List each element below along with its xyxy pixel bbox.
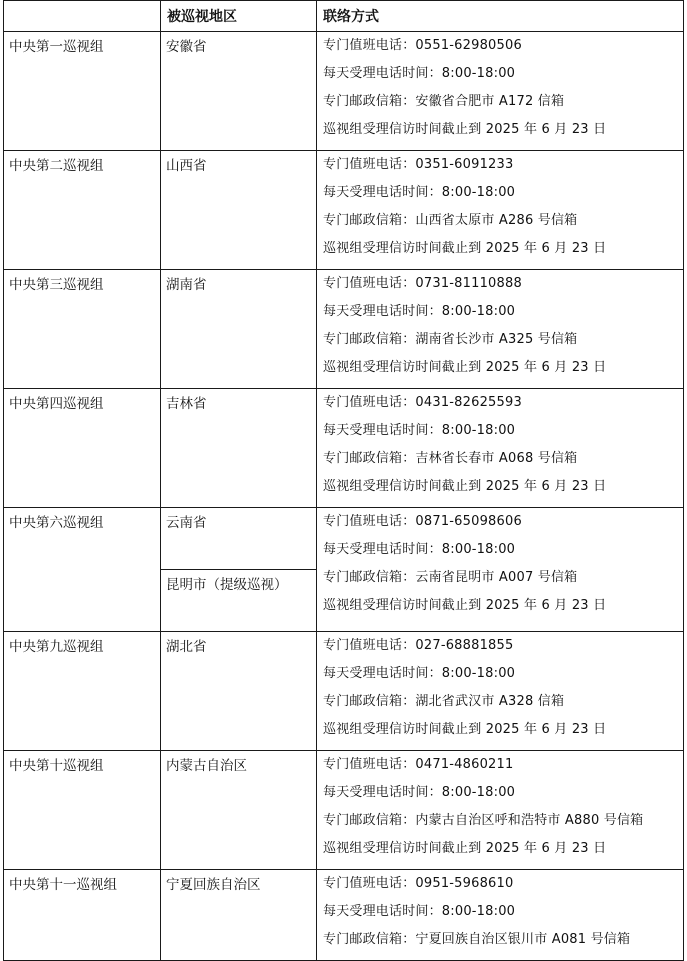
phone-line: 专门值班电话：0431-82625593 [323,395,522,410]
inspection-contact-table [3,0,684,961]
phone-line: 专门值班电话：0951-5968610 [323,876,514,891]
contact-cell [317,32,684,151]
table-row [4,389,684,508]
header-group [4,1,161,32]
table-row [4,751,684,870]
deadline-line: 巡视组受理信访时间截止到 2025 年 6 月 23 日 [323,722,607,737]
region-cell: 吉林省 [161,389,317,508]
deadline-line: 巡视组受理信访时间截止到 2025 年 6 月 23 日 [323,122,607,137]
hours-line: 每天受理电话时间：8:00-18:00 [323,66,516,81]
contact-cell [317,389,684,508]
region-cell: 宁夏回族自治区 [161,870,317,961]
mailbox-line: 专门邮政信箱：湖北省武汉市 A328 信箱 [323,694,565,709]
deadline-line: 巡视组受理信访时间截止到 2025 年 6 月 23 日 [323,479,607,494]
group-cell: 中央第六巡视组 [4,508,161,632]
group-cell: 中央第三巡视组 [4,270,161,389]
contact-cell [317,151,684,270]
contact-cell [317,751,684,870]
group-cell: 中央第二巡视组 [4,151,161,270]
group-cell: 中央第九巡视组 [4,632,161,751]
hours-line: 每天受理电话时间：8:00-18:00 [323,904,516,919]
table-row [4,151,684,270]
deadline-line: 巡视组受理信访时间截止到 2025 年 6 月 23 日 [323,241,607,256]
mailbox-line: 专门邮政信箱：云南省昆明市 A007 号信箱 [323,570,578,585]
contact-cell [317,632,684,751]
group-cell: 中央第十一巡视组 [4,870,161,961]
hours-line: 每天受理电话时间：8:00-18:00 [323,666,516,681]
hours-line: 每天受理电话时间：8:00-18:00 [323,542,516,557]
phone-line: 专门值班电话：0471-4860211 [323,757,514,772]
hours-line: 每天受理电话时间：8:00-18:00 [323,185,516,200]
hours-line: 每天受理电话时间：8:00-18:00 [323,304,516,319]
deadline-line: 巡视组受理信访时间截止到 2025 年 6 月 23 日 [323,360,607,375]
mailbox-line: 专门邮政信箱：宁夏回族自治区银川市 A081 号信箱 [323,932,631,947]
group-cell: 中央第四巡视组 [4,389,161,508]
deadline-line: 巡视组受理信访时间截止到 2025 年 6 月 23 日 [323,841,607,856]
group-cell: 中央第十巡视组 [4,751,161,870]
header-contact: 联络方式 [317,1,684,32]
contact-cell [317,870,684,961]
hours-line: 每天受理电话时间：8:00-18:00 [323,785,516,800]
region-cell: 内蒙古自治区 [161,751,317,870]
phone-line: 专门值班电话：027-68881855 [323,638,514,653]
region-subcell: 云南省 [161,508,316,570]
mailbox-line: 专门邮政信箱：安徽省合肥市 A172 信箱 [323,94,565,109]
region-cell [161,508,317,632]
phone-line: 专门值班电话：0731-81110888 [323,276,522,291]
deadline-line: 巡视组受理信访时间截止到 2025 年 6 月 23 日 [323,598,607,613]
header-region: 被巡视地区 [161,1,317,32]
mailbox-line: 专门邮政信箱：山西省太原市 A286 号信箱 [323,213,578,228]
region-cell: 安徽省 [161,32,317,151]
mailbox-line: 专门邮政信箱：内蒙古自治区呼和浩特市 A880 号信箱 [323,813,644,828]
table-row [4,270,684,389]
table-header-row [4,1,684,32]
region-cell: 山西省 [161,151,317,270]
group-cell: 中央第一巡视组 [4,32,161,151]
region-subcell: 昆明市（提级巡视） [166,577,288,593]
contact-cell [317,270,684,389]
table-row [4,870,684,961]
hours-line: 每天受理电话时间：8:00-18:00 [323,423,516,438]
region-cell: 湖北省 [161,632,317,751]
region-cell: 湖南省 [161,270,317,389]
phone-line: 专门值班电话：0351-6091233 [323,157,514,172]
mailbox-line: 专门邮政信箱：吉林省长春市 A068 号信箱 [323,451,578,466]
table-row [4,632,684,751]
contact-cell [317,508,684,632]
table-row [4,508,684,632]
phone-line: 专门值班电话：0551-62980506 [323,38,522,53]
phone-line: 专门值班电话：0871-65098606 [323,514,522,529]
mailbox-line: 专门邮政信箱：湖南省长沙市 A325 号信箱 [323,332,578,347]
table-row [4,32,684,151]
